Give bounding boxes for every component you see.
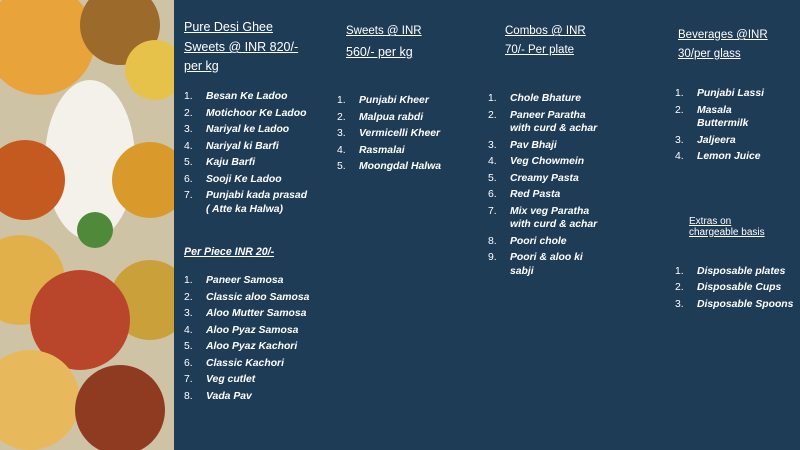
combos-heading-2: 70/- Per plate (505, 44, 575, 56)
beverages-column (675, 0, 799, 314)
list-item: 6. Sooji Ke Ladoo (184, 173, 282, 185)
extras-heading-2: chargeable basis (689, 226, 765, 238)
list-item-continuation: ( Atte ka Halwa) (206, 203, 283, 215)
list-item: 5. Aloo Pyaz Kachori (184, 341, 298, 352)
list-item: 8. Poori chole (488, 235, 567, 247)
list-item-continuation: with curd & achar (510, 123, 598, 134)
extras-list (675, 265, 799, 312)
list-item-continuation: with curd & achar (510, 219, 598, 230)
desi-ghee-heading-3: per kg (184, 59, 219, 73)
list-item: 1. Punjabi Kheer (337, 95, 429, 106)
combos-heading-1: Combos @ INR (505, 25, 586, 37)
list-item: 3. Pav Bhaji (488, 139, 557, 151)
list-item: 2. Masala (675, 104, 732, 116)
beverages-heading-2: 30/per glass (678, 48, 741, 60)
combos-list (488, 92, 638, 278)
desi-ghee-column (184, 0, 334, 406)
desi-ghee-list (184, 90, 334, 216)
list-item: 1. Besan Ke Ladoo (184, 91, 288, 102)
thali-food-photo (0, 0, 174, 450)
list-item: 5. Kaju Barfi (184, 157, 256, 168)
list-item: 5. Creamy Pasta (488, 172, 579, 184)
list-item: 2. Malpua rabdi (337, 111, 424, 123)
list-item: 9. Poori & aloo ki (488, 252, 583, 263)
list-item: 7. Veg cutlet (184, 374, 256, 385)
list-item: 1. Disposable plates (675, 265, 786, 277)
list-item: 2. Motichoor Ke Ladoo (184, 107, 307, 119)
per-piece-list (184, 274, 334, 403)
desi-ghee-heading-2: Sweets @ INR 820/- (184, 40, 299, 54)
list-item: 4. Lemon Juice (675, 151, 761, 162)
list-item: 4. Rasmalai (337, 144, 405, 156)
list-item: 7. Mix veg Paratha (488, 205, 590, 217)
list-item: 3. Disposable Spoons (675, 298, 794, 310)
list-item: 3. Jaljeera (675, 134, 736, 146)
beverages-heading-1: Beverages @INR (678, 29, 768, 41)
per-piece-heading: Per Piece INR 20/- (184, 246, 275, 258)
list-item: 3. Nariyal ke Ladoo (184, 124, 290, 135)
list-item: 5. Moongdal Halwa (337, 161, 441, 172)
list-item: 6. Red Pasta (488, 189, 561, 200)
list-item: 4. Veg Chowmein (488, 156, 585, 167)
combos-column (488, 0, 638, 281)
beverages-list (675, 87, 799, 164)
list-item: 3. Vermicelli Kheer (337, 128, 441, 139)
sweets-column (337, 0, 482, 177)
list-item: 4. Nariyal ki Barfi (184, 140, 279, 152)
extras-heading-1: Extras on (689, 215, 732, 227)
sweets-list (337, 94, 482, 174)
list-item: 1. Chole Bhature (488, 93, 582, 104)
list-item: 1. Paneer Samosa (184, 275, 284, 286)
list-item: 6. Classic Kachori (184, 357, 284, 369)
sweets-heading-1: Sweets @ INR (346, 25, 422, 37)
list-item: 2. Disposable Cups (675, 282, 782, 293)
list-item: 8. Vada Pav (184, 390, 252, 402)
list-item: 2. Paneer Paratha (488, 109, 586, 121)
list-item: 7. Punjabi kada prasad (184, 190, 308, 201)
desi-ghee-heading-1: Pure Desi Ghee (184, 20, 273, 34)
list-item: 1. Punjabi Lassi (675, 88, 764, 99)
list-item: 3. Aloo Mutter Samosa (184, 308, 307, 319)
list-item-continuation: sabji (510, 265, 534, 277)
list-item: 4. Aloo Pyaz Samosa (184, 324, 299, 336)
list-item: 2. Classic aloo Samosa (184, 291, 310, 303)
list-item-continuation: Buttermilk (697, 118, 749, 129)
sweets-heading-2: 560/- per kg (346, 45, 413, 59)
